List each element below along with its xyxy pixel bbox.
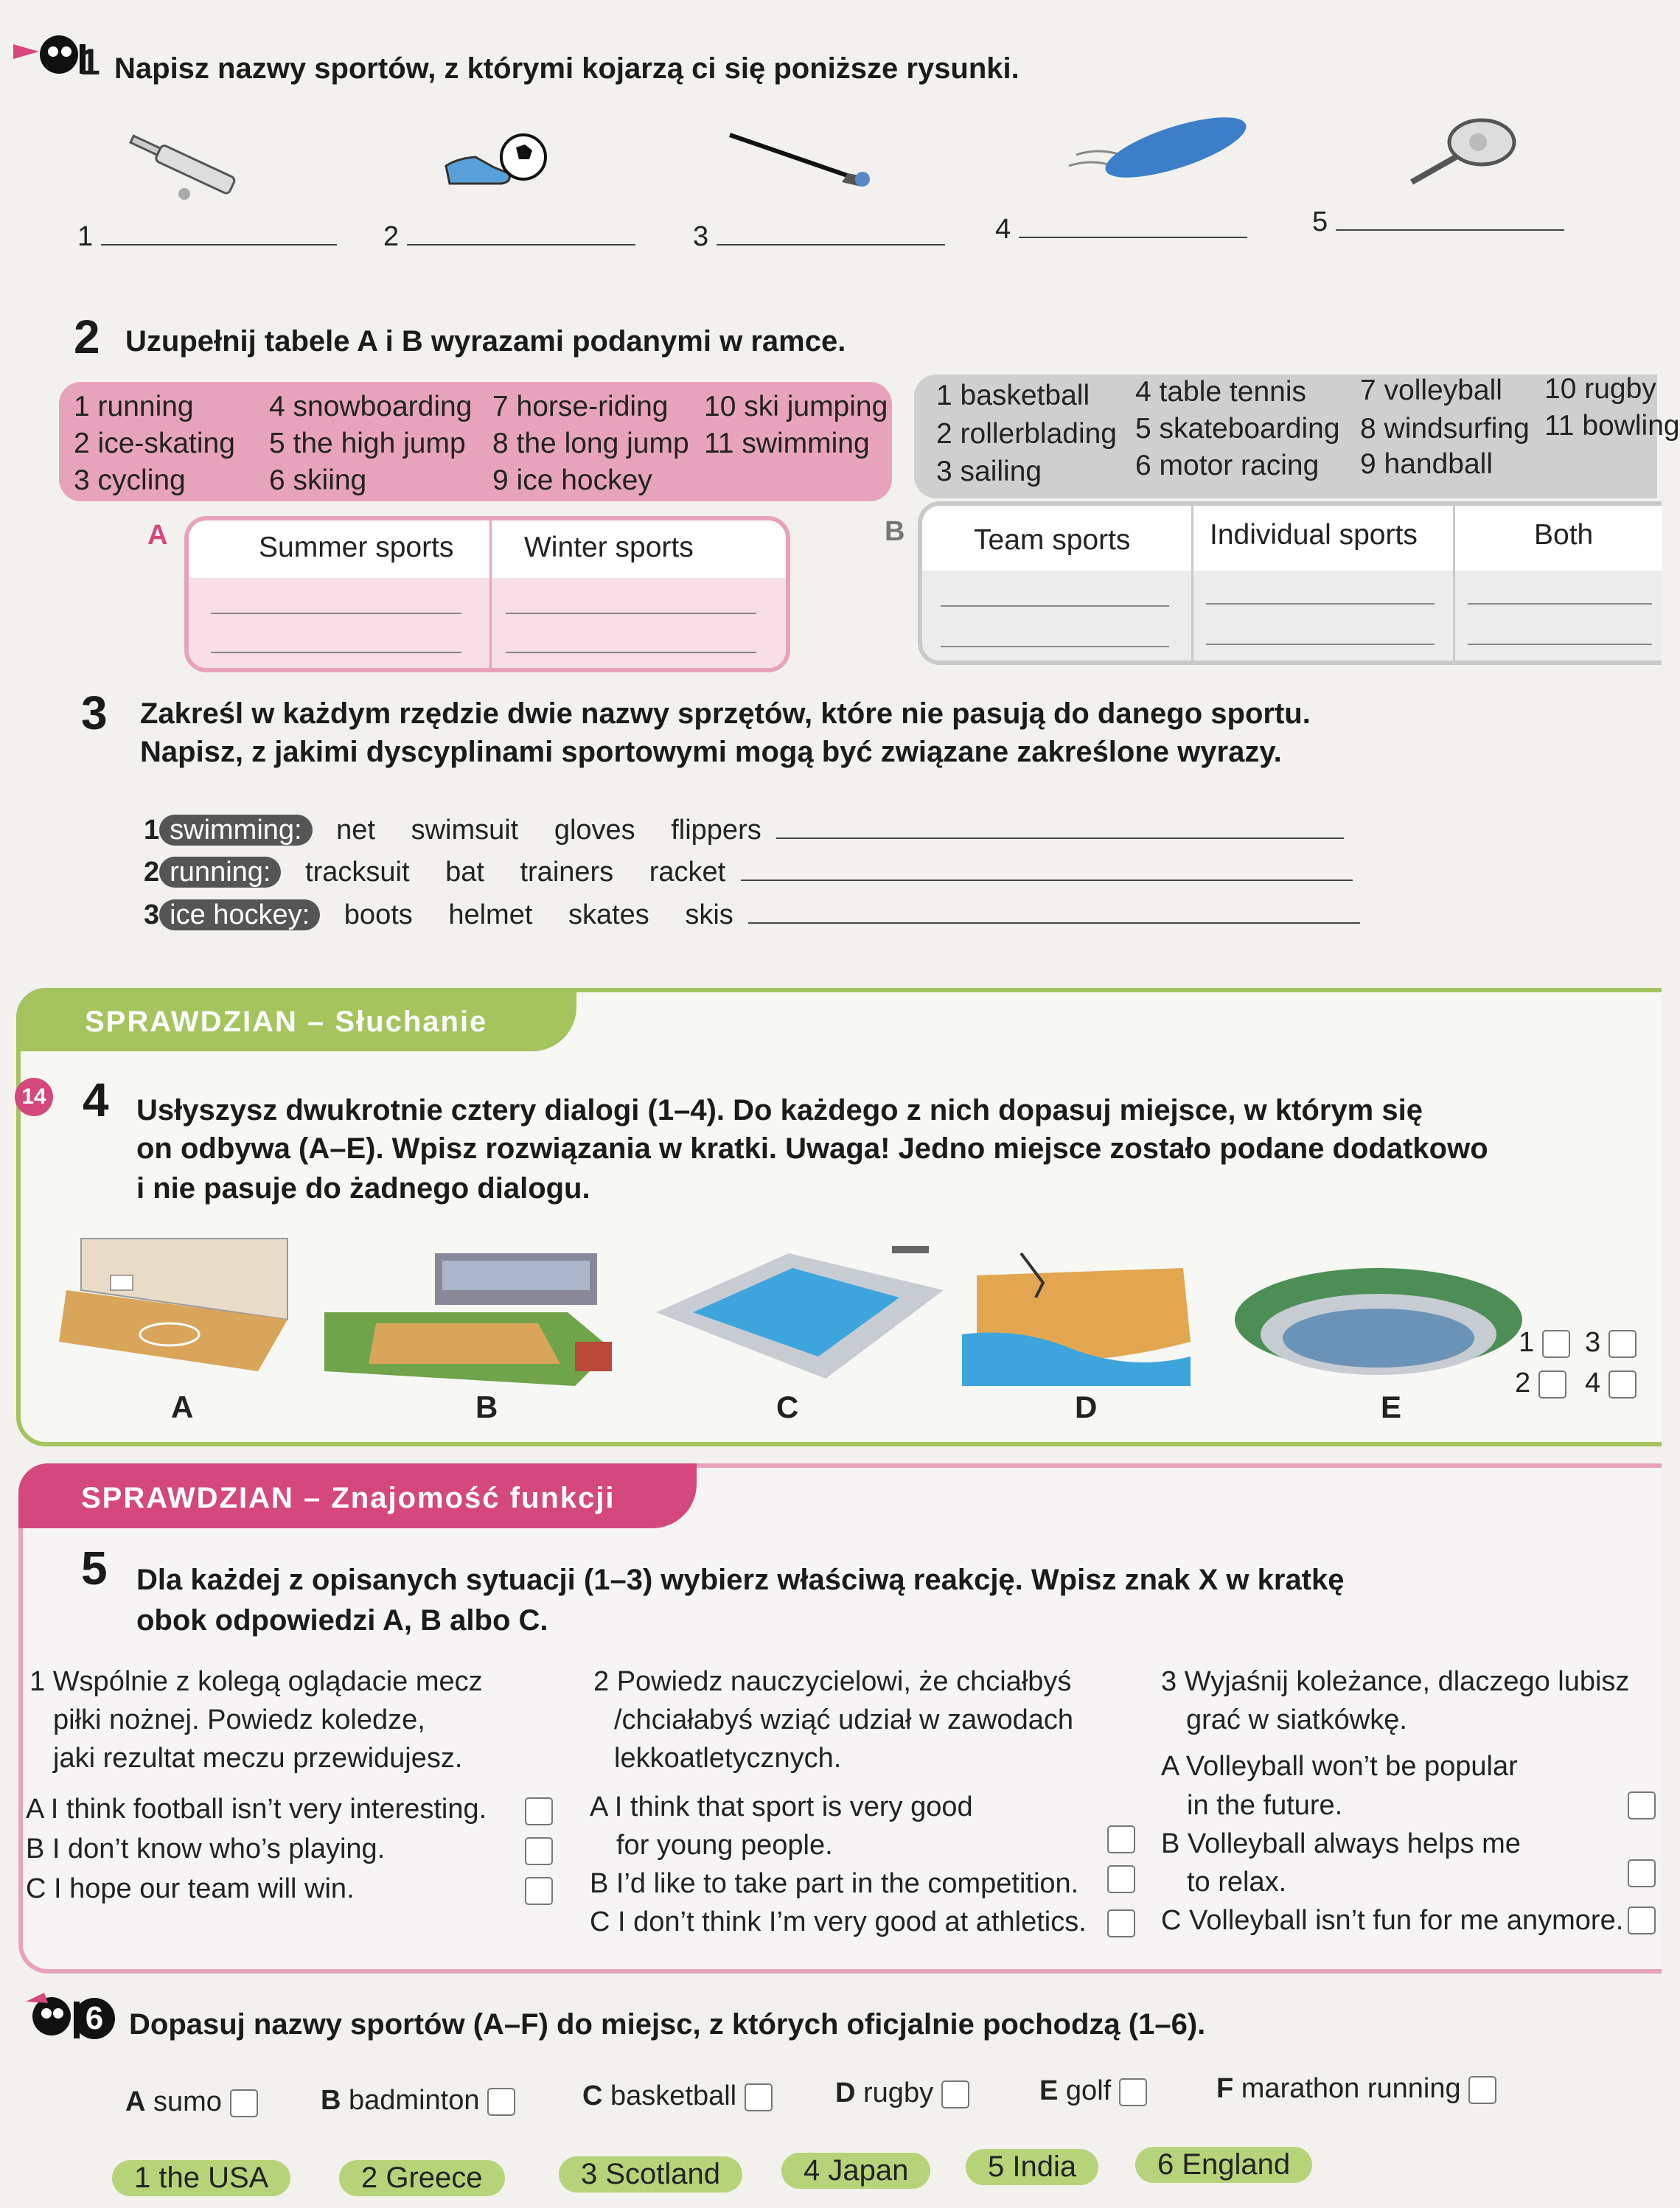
answer-blank-5[interactable] [1336,229,1564,231]
answer-box[interactable] [230,2089,258,2117]
sport-option-c: C basketball [582,2080,773,2112]
equipment-word[interactable]: boots [344,899,413,930]
word-box-b-item: 11 bowling [1544,410,1680,442]
situation-2-option-c: C I don’t think I’m very good at athletics. [590,1906,1087,1937]
situation-2-option-a-cont: for young people. [616,1830,833,1861]
answer-checkbox[interactable] [1107,1909,1135,1937]
word-box-b-item: 4 table tennis [1135,376,1307,408]
equipment-word[interactable]: tracksuit [305,857,410,888]
word-box-a-item: 9 ice hockey [492,464,652,496]
mascot-icon [6,29,87,85]
word-box-b-item: 9 handball [1360,448,1493,480]
situation-2-option-a: A I think that sport is very good [590,1791,973,1822]
word-box-a-item: 6 skiing [269,464,367,496]
word-box-b-item: 8 windsurfing [1360,413,1530,445]
dialogue-box-4: 4 [1585,1368,1637,1399]
answer-blank-4[interactable] [1019,237,1247,238]
exercise-5-instruction-1: Dla każdej z opisanych sytuacji (1–3) wybierz właściwą reakcję. Wpisz znak X w kratkę [136,1564,1345,1596]
answer-box[interactable] [1119,2078,1147,2106]
exercise-3-instruction-1: Zakreśl w każdym rzędzie dwie nazwy sprzętów, które nie pasują do danego sportu. [140,697,1311,730]
answer-checkbox[interactable] [1628,1906,1656,1934]
exercise-4-instruction-3: i nie pasuje do żadnego dialogu. [136,1172,590,1205]
sport-tag: ice hockey: [159,899,320,930]
table-b-header-both: Both [1534,519,1594,551]
table-b-answer-line[interactable] [1468,644,1652,645]
sport-option-f: F marathon running [1216,2073,1496,2105]
equipment-word[interactable]: gloves [554,815,635,846]
table-b-label: B [885,516,905,547]
word-box-a-item: 11 swimming [704,428,870,459]
answer-box[interactable] [1538,1371,1566,1399]
exercise-5-number: 5 [81,1542,108,1595]
equipment-word[interactable]: skis [685,899,733,930]
table-b-answer-line[interactable] [1206,603,1435,605]
table-a [184,516,790,672]
situation-2-option-b: B I’d like to take part in the competition. [590,1868,1079,1899]
equipment-word[interactable]: net [336,815,375,846]
exercise-2-instruction: Uzupełnij tabele A i B wyrazami podanymi w ramce. [125,325,846,358]
situation-1-option-c: C I hope our team will win. [26,1873,355,1904]
answer-blank-1[interactable] [101,244,337,245]
table-b-answer-line[interactable] [941,646,1169,647]
answer-checkbox[interactable] [1107,1825,1135,1853]
exercise-3-number: 3 [81,686,108,739]
table-a-label: A [147,520,168,551]
audio-track-badge[interactable]: 14 [15,1078,53,1116]
situation-3-option-c: C Volleyball isn’t fun for me anymore. [1161,1905,1624,1936]
answer-blank-3[interactable] [717,244,945,245]
word-box-a-item: 7 horse-riding [492,391,669,422]
word-box-a-item: 2 ice-skating [74,428,235,459]
exercise-4-number: 4 [83,1073,109,1126]
surfboard-icon [1062,111,1253,195]
word-box-a-item: 1 running [74,391,194,422]
answer-line-2: 2 [383,221,635,253]
table-b-header-individual: Individual sports [1210,519,1418,551]
word-box-a-item: 8 the long jump [492,428,689,459]
equipment-word[interactable]: flippers [671,815,761,846]
equipment-word[interactable]: trainers [520,857,614,888]
dialogue-box-2: 2 [1515,1368,1566,1399]
sport-tag: swimming: [159,815,312,846]
exercise-2-number: 2 [74,310,100,363]
equipment-word[interactable]: racket [649,857,726,888]
answer-line-4: 4 [995,214,1247,245]
sport-tag: running: [159,857,281,888]
exercise-3-row-2: 2 running: tracksuit bat trainers racket [144,857,1353,888]
situation-3-option-a: A Volleyball won’t be popular [1161,1751,1518,1782]
exercise-4-instruction-2: on odbywa (A–E). Wpisz rozwiązania w kratki. Uwaga! Jedno miejsce zostało podane dodatkowo [136,1132,1488,1165]
answer-line-3: 3 [693,221,945,253]
word-box-b-item: 1 basketball [936,380,1090,411]
answer-box[interactable] [1608,1330,1637,1358]
exercise-3-blank[interactable] [776,837,1344,839]
word-box-b-item: 5 skateboarding [1135,413,1340,445]
answer-box[interactable] [487,2088,515,2116]
exercise-6-instruction: Dopasuj nazwy sportów (A–F) do miejsc, z których oficjalnie pochodzą (1–6). [129,2008,1206,2041]
word-box-b-item: 10 rugby [1544,373,1656,405]
cricket-bat-icon [118,129,243,206]
equipment-word[interactable]: bat [445,857,484,888]
exercise-1-instruction: Napisz nazwy sportów, z którymi kojarzą ci się poniższe rysunki. [114,52,1019,85]
stadium-image [1231,1253,1526,1397]
place-pill-england: 6 England [1135,2147,1312,2183]
table-a-answer-line[interactable] [506,613,756,614]
answer-line-5: 5 [1312,206,1564,238]
golf-club-icon [726,129,881,199]
table-b [918,501,1662,665]
word-box-b-item: 7 volleyball [1360,375,1502,406]
exercise-3-row-3: 3 ice hockey: boots helmet skates skis [144,899,1360,931]
equipment-word[interactable]: swimsuit [411,815,519,846]
place-pill-usa: 1 the USA [112,2160,290,2196]
word-box-b-item: 3 sailing [936,456,1042,487]
beach-image [962,1246,1191,1390]
equipment-word[interactable]: helmet [448,899,533,930]
place-pill-greece: 2 Greece [339,2160,505,2196]
place-label-e: E [1381,1390,1402,1424]
table-b-answer-line[interactable] [941,605,1169,607]
word-box-b-item: 6 motor racing [1135,450,1320,481]
word-box-a-item: 3 cycling [74,464,186,496]
table-a-header-summer: Summer sports [259,532,454,563]
place-label-b: B [475,1390,498,1424]
dialogue-box-1: 1 [1519,1327,1570,1359]
situation-3-prompt: 3 Wyjaśnij koleżance, dlaczego lubisz grać w siatkówkę. [1161,1666,1630,1735]
dialogue-box-3: 3 [1585,1327,1637,1359]
listening-banner-title: SPRAWDZIAN – Słuchanie [85,1006,488,1038]
answer-checkbox[interactable] [1628,1791,1656,1819]
exercise-3-blank[interactable] [741,880,1353,881]
exercise-1-number: 1 [80,41,100,83]
indoor-basketball-court-image [66,1231,302,1382]
sport-option-d: D rugby [835,2078,969,2109]
answer-box[interactable] [941,2080,969,2108]
word-box-a-item: 4 snowboarding [269,391,473,422]
answer-box[interactable] [1468,2076,1496,2104]
situation-1-option-a: A I think football isn’t very interesting. [26,1794,487,1825]
table-b-answer-line[interactable] [1206,644,1435,645]
functions-banner-title: SPRAWDZIAN – Znajomość funkcji [81,1482,616,1514]
answer-checkbox[interactable] [525,1797,553,1825]
place-label-c: C [776,1390,799,1424]
situation-1-option-b: B I don’t know who’s playing. [26,1833,386,1864]
exercise-6-number: 6 [74,1998,115,2039]
answer-checkbox[interactable] [1628,1859,1656,1887]
place-label-d: D [1075,1390,1098,1424]
sport-option-a: A sumo [125,2086,258,2118]
place-pill-india: 5 India [966,2149,1098,2185]
place-pill-scotland: 3 Scotland [559,2156,742,2193]
swimming-pool-image [656,1246,944,1390]
sport-option-e: E golf [1039,2075,1147,2107]
exercise-3-row-1: 1 swimming: net swimsuit gloves flippers [144,815,1344,846]
answer-box[interactable] [1608,1371,1637,1399]
table-b-answer-line[interactable] [1468,603,1652,605]
answer-box[interactable] [745,2083,773,2111]
situation-3-option-b: B Volleyball always helps me [1161,1828,1521,1859]
outdoor-sports-ground-image [324,1253,619,1390]
situation-2-prompt: 2 Powiedz nauczycielowi, że chciałbyś /chciałabyś wziąć udział w zawodach lekkoatletycznych. [593,1666,1074,1774]
exercise-4-instruction-1: Usłyszysz dwukrotnie cztery dialogi (1–4). Do każdego z nich dopasuj miejsce, w którym się [136,1094,1423,1126]
answer-box[interactable] [1542,1330,1570,1358]
equipment-word[interactable]: skates [568,899,649,930]
tennis-racket-icon [1404,114,1522,192]
table-a-answer-line[interactable] [211,613,461,614]
table-b-header-team: Team sports [974,524,1131,556]
place-pill-japan: 4 Japan [781,2153,930,2189]
table-a-answer-line[interactable] [506,652,756,653]
exercise-5-instruction-2: obok odpowiedzi A, B albo C. [136,1604,548,1637]
situation-3-option-a-cont: in the future. [1187,1790,1343,1821]
answer-checkbox[interactable] [525,1837,553,1865]
table-a-answer-line[interactable] [211,652,461,653]
answer-checkbox[interactable] [525,1877,553,1905]
answer-checkbox[interactable] [1107,1865,1135,1893]
situation-3-option-b-cont: to relax. [1187,1867,1287,1898]
place-label-a: A [171,1390,194,1424]
answer-line-1: 1 [77,221,337,253]
word-box-a-item: 10 ski jumping [704,391,888,422]
football-boot-and-ball-icon [442,129,553,199]
situation-1-prompt: 1 Wspólnie z kolegą oglądacie mecz piłki nożnej. Powiedz koledze, jaki rezultat meczu przewidujesz. [29,1666,483,1774]
answer-blank-2[interactable] [407,244,635,245]
sport-option-b: B badminton [321,2085,515,2117]
word-box-b-item: 2 rollerblading [936,418,1117,450]
table-a-header-winter: Winter sports [524,532,694,563]
word-box-a-item: 5 the high jump [269,428,466,459]
exercise-3-instruction-2: Napisz, z jakimi dyscyplinami sportowymi mogą być związane zakreślone wyrazy. [140,736,1282,768]
exercise-3-blank[interactable] [748,922,1360,924]
